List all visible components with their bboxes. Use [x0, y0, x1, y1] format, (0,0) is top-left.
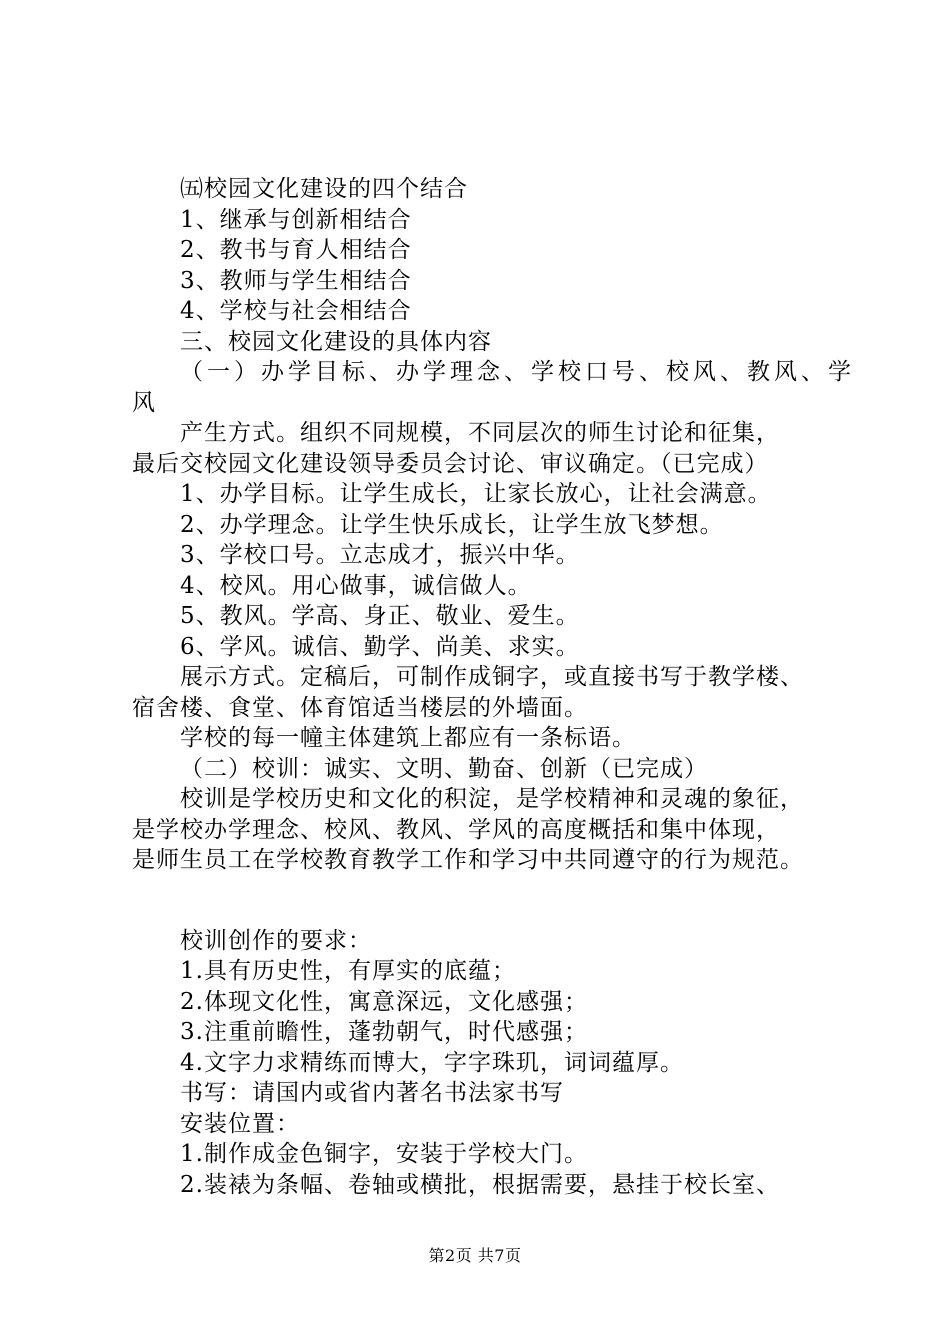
- list-item: 5、教风。学高、身正、敬业、爱生。: [180, 603, 580, 629]
- paragraph-line: 是学校办学理念、校风、教风、学风的高度概括和集中体现，: [132, 816, 780, 843]
- page-footer: [0, 1243, 950, 1266]
- list-item: 1、继承与创新相结合: [180, 206, 412, 233]
- list-item: 1、办学目标。让学生成长，让家长放心，让社会满意。: [180, 481, 772, 507]
- paragraph-line: 产生方式。组织不同规模，不同层次的师生讨论和征集，: [180, 420, 780, 446]
- list-item: 4、学校与社会相结合: [180, 298, 412, 324]
- subsection-heading-one: （一）办学目标、办学理念、学校口号、校风、教风、学: [180, 359, 852, 385]
- paragraph-line: 是师生员工在学校教育教学工作和学习中共同遵守的行为规范。: [132, 847, 804, 873]
- list-item: 2.装裱为条幅、卷轴或横批，根据需要，悬挂于校长室、: [180, 1171, 780, 1198]
- section-heading-three: 三、校园文化建设的具体内容: [180, 328, 492, 355]
- list-item: 4.文字力求精练而博大，字字珠玑，词词蕴厚。: [180, 1049, 684, 1076]
- list-item: 4、校风。用心做事，诚信做人。: [180, 572, 532, 599]
- paragraph-line: 最后交校园文化建设领导委员会讨论、审议确定。（已完成）: [132, 450, 769, 477]
- list-item: 3、教师与学生相结合: [180, 267, 412, 294]
- section-heading-five-combinations: ㈤校园文化建设的四个结合: [180, 176, 468, 202]
- list-item: 1.具有历史性，有厚实的底蕴；: [180, 958, 516, 984]
- list-item: 6、学风。诚信、勤学、尚美、求实。: [180, 633, 580, 660]
- paragraph-line: 宿舍楼、食堂、体育馆适当楼层的外墙面。: [132, 694, 588, 721]
- paragraph-line: 学校的每一幢主体建筑上都应有一条标语。: [180, 725, 636, 751]
- paragraph-gap: [132, 876, 852, 926]
- requirements-heading: 校训创作的要求：: [180, 927, 372, 954]
- paragraph-line: 书写：请国内或省内著名书法家书写: [180, 1080, 564, 1106]
- list-item: 3.注重前瞻性，蓬勃朝气，时代感强；: [180, 1019, 588, 1045]
- subsection-heading-one-continued: 风: [132, 389, 156, 416]
- subsection-heading-two: （二）校训：诚实、文明、勤奋、创新（已完成）: [180, 755, 708, 782]
- list-item: 1.制作成金色铜字，安装于学校大门。: [180, 1141, 588, 1167]
- document-body: [132, 174, 852, 1200]
- list-item: 2、办学理念。让学生快乐成长，让学生放飞梦想。: [180, 511, 724, 538]
- list-item: 2.体现文化性，寓意深远，文化感强；: [180, 988, 588, 1015]
- list-item: 2、教书与育人相结合: [180, 237, 412, 263]
- installation-heading: 安装位置：: [180, 1110, 300, 1137]
- paragraph-line: 展示方式。定稿后，可制作成铜字，或直接书写于教学楼、: [180, 664, 804, 690]
- page-number: 第2页 共7页: [428, 1246, 522, 1265]
- paragraph-line: 校训是学校历史和文化的积淀，是学校精神和灵魂的象征，: [180, 786, 804, 812]
- list-item: 3、学校口号。立志成才，振兴中华。: [180, 542, 580, 568]
